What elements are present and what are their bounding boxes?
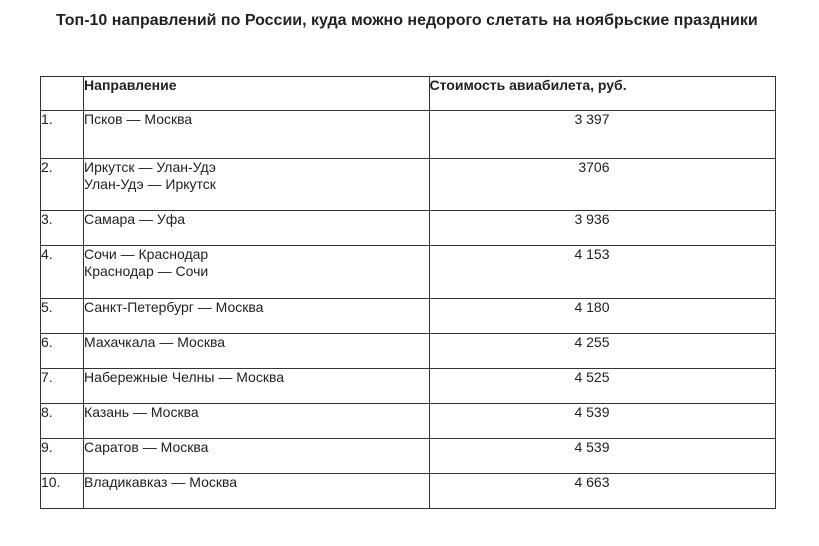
table-row	[41, 334, 776, 369]
route-line: Казань — Москва	[84, 404, 199, 420]
price-value: 4 153	[574, 246, 610, 262]
price-cell	[429, 404, 775, 439]
table-row	[41, 246, 776, 299]
price-value: 4 180	[574, 299, 610, 315]
route-line: Краснодар — Сочи	[84, 263, 209, 279]
price-cell	[429, 334, 775, 369]
row-number: 1.	[41, 111, 84, 159]
route-line: Саратов — Москва	[84, 439, 209, 455]
row-number: 9.	[41, 439, 84, 474]
table-row	[41, 299, 776, 334]
routes-table	[40, 76, 776, 509]
row-number: 8.	[41, 404, 84, 439]
header-route: Направление	[84, 77, 429, 111]
route-line: Владикавказ — Москва	[84, 474, 238, 490]
row-number: 4.	[41, 246, 84, 299]
route-cell	[84, 474, 429, 509]
row-number: 10.	[41, 474, 84, 509]
route-line: Псков — Москва	[84, 111, 193, 127]
price-value: 3706	[578, 159, 610, 175]
route-cell	[84, 439, 429, 474]
route-line: Улан-Удэ — Иркутск	[84, 176, 216, 192]
price-cell	[429, 211, 775, 246]
table-row	[41, 404, 776, 439]
price-cell	[429, 439, 775, 474]
price-value: 4 539	[574, 404, 610, 420]
header-price: Стоимость авиабилета, руб.	[429, 77, 775, 111]
table-row	[41, 111, 776, 159]
table-row	[41, 439, 776, 474]
route-cell	[84, 246, 429, 299]
row-number: 5.	[41, 299, 84, 334]
route-cell	[84, 159, 429, 211]
table-row	[41, 369, 776, 404]
price-value: 3 936	[574, 211, 610, 227]
price-cell	[429, 246, 775, 299]
route-cell	[84, 111, 429, 159]
row-number: 3.	[41, 211, 84, 246]
route-cell	[84, 369, 429, 404]
table-row	[41, 159, 776, 211]
price-cell	[429, 474, 775, 509]
route-line: Самара — Уфа	[84, 211, 186, 227]
route-line: Махачкала — Москва	[84, 334, 226, 350]
route-line: Санкт-Петербург — Москва	[84, 299, 264, 315]
table-row	[41, 474, 776, 509]
price-value: 4 525	[574, 369, 610, 385]
price-cell	[429, 369, 775, 404]
table-header-row	[41, 77, 776, 111]
price-cell	[429, 111, 775, 159]
page-title: Топ-10 направлений по России, куда можно недорого слетать на ноябрьские праздники	[56, 12, 758, 29]
price-value: 3 397	[574, 111, 610, 127]
route-cell	[84, 299, 429, 334]
price-cell	[429, 159, 775, 211]
price-value: 4 255	[574, 334, 610, 350]
route-line: Сочи — Краснодар	[84, 246, 209, 262]
route-line: Набережные Челны — Москва	[84, 369, 285, 385]
route-cell	[84, 211, 429, 246]
route-line: Иркутск — Улан-Удэ	[84, 159, 216, 175]
row-number: 6.	[41, 334, 84, 369]
price-cell	[429, 299, 775, 334]
route-cell	[84, 404, 429, 439]
route-cell	[84, 334, 429, 369]
row-number: 7.	[41, 369, 84, 404]
price-value: 4 663	[574, 474, 610, 490]
row-number: 2.	[41, 159, 84, 211]
header-number	[41, 77, 84, 111]
price-value: 4 539	[574, 439, 610, 455]
table-row	[41, 211, 776, 246]
